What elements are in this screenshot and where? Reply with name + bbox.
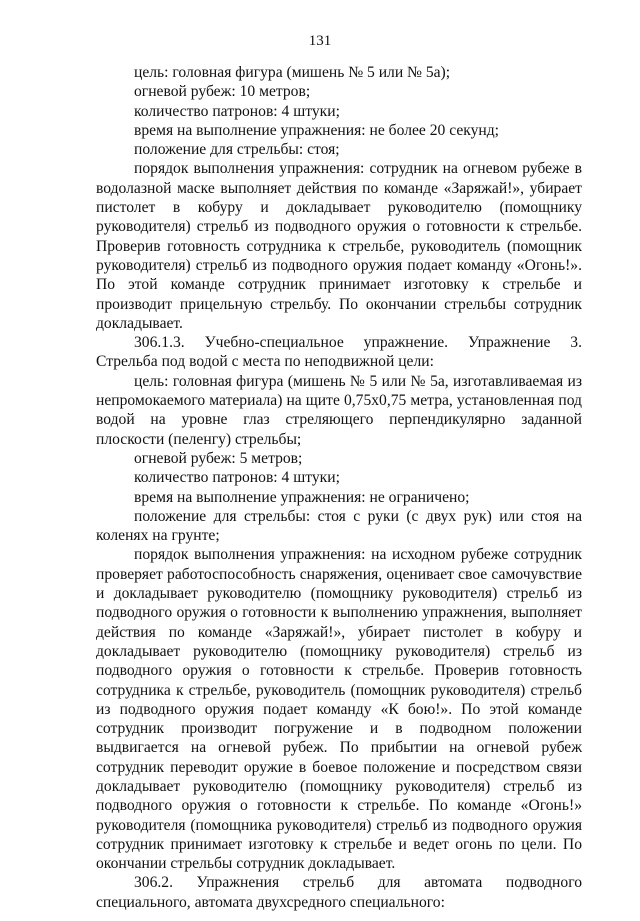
section-heading: 306.1.3. Учебно-специальное упражнение. Упражнение 3. Стрельба под водой с места по неподвижной цели:: [96, 334, 582, 371]
paragraph: время на выполнение упражнения: не более 20 секунд;: [134, 121, 500, 139]
paragraph: время на выполнение упражнения: не ограничено;: [134, 488, 470, 506]
paragraph: положение для стрельбы: стоя с руки (с двух рук) или стоя на коленях на грунте;: [96, 507, 582, 545]
paragraph: огневой рубеж: 10 метров;: [134, 83, 311, 101]
paragraph: положение для стрельбы: стоя;: [134, 141, 340, 159]
paragraph: порядок выполнения упражнения: на исходном рубеже сотрудник проверяет работоспособность снаряжения, оценивает свое самочувствие и докладывает руководителю (помощнику руководителя) стрельб из подводного оружия о готовности к выполнению упражнения, выполняет действия по команде «Заряжай!», убирает пистолет в кобуру и докладывает руководителю (помощнику руководителя) стрельб из подводного оружия о готовности к стрельбе. Проверив готовность сотрудника к стрельбе, руководитель (помощник руководителя) стрельб из подводного оружия подает команду «К бою!». По этой команде сотрудник производит погружение и в подводном положении выдвигается на огневой рубеж. По прибытии на огневой рубеж сотрудник переводит оружие в боевое положение и посредством связи докладывает руководителю (помощнику руководителя) стрельб из подводного оружия о готовности к стрельбе. По команде «Огонь!» руководителя (помощника руководителя) стрельб из подводного оружия сотрудник принимает изготовку к стрельбе и ведет огонь по цели. По окончании стрельбы сотрудник докладывает.: [96, 546, 582, 873]
paragraph: огневой рубеж: 5 метров;: [134, 449, 303, 467]
section-heading: 306.2. Упражнения стрельб для автомата подводного специального, автомата двухсредного специального:: [96, 874, 582, 911]
paragraph: цель: головная фигура (мишень № 5 или № 5а);: [134, 64, 451, 81]
page-number: 131: [308, 33, 332, 49]
paragraph: количество патронов: 4 штуки;: [134, 469, 340, 487]
paragraph: порядок выполнения упражнения: сотрудник на огневом рубеже в водолазной маске выполняет действия по команде «Заряжай!», убирает пистолет в кобуру и докладывает руководителю (помощнику руководителя) стрельб из подводного оружия о готовности к стрельбе. Проверив готовность сотрудника к стрельбе, руководитель (помощник руководителя) стрельб из подводного оружия подает команду «Огонь!». По этой команде сотрудник принимает изготовку к стрельбе и производит прицельную стрельбу. По окончании стрельбы сотрудник докладывает.: [96, 160, 582, 332]
document-body: [96, 63, 582, 912]
paragraph: количество патронов: 4 штуки;: [134, 102, 340, 120]
paragraph: цель: головная фигура (мишень № 5 или № 5а, изготавливаемая из непромокаемого материала) на щите 0,75х0,75 метра, установленная под водой на уровне глаз стреляющего перпендикулярно заданной плоскости (пеленгу) стрельбы;: [96, 372, 582, 448]
